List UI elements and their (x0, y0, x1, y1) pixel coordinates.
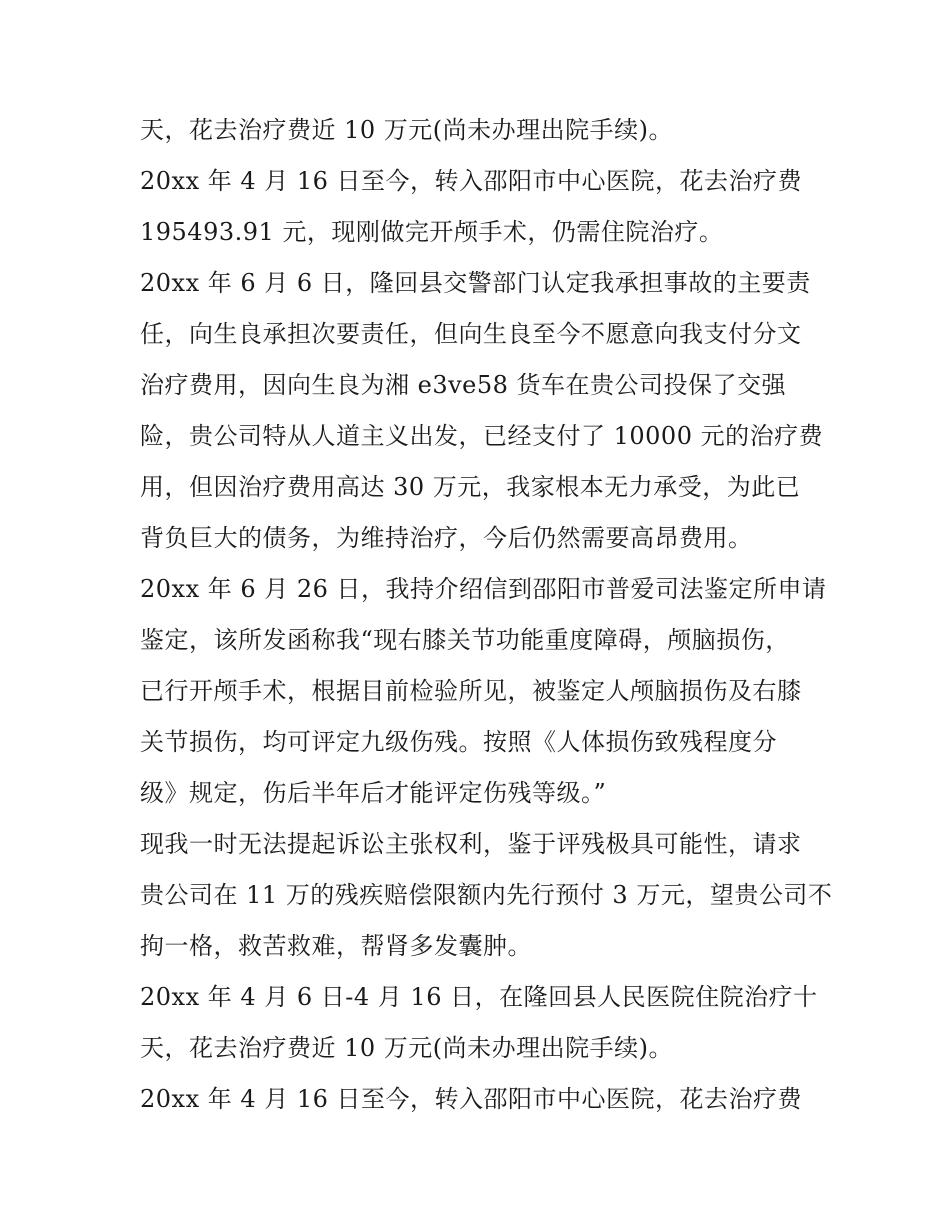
text-line: 20xx 年 4 月 16 日至今，转入邵阳市中心医院，花去治疗费 (140, 167, 803, 195)
text-line: 任，向生良承担次要责任，但向生良至今不愿意向我支付分文 (140, 320, 802, 348)
text-line: 20xx 年 6 月 6 日，隆回县交警部门认定我承担事故的主要责 (140, 269, 811, 297)
text-line: 贵公司在 11 万的残疾赔偿限额内先行预付 3 万元，望贵公司不 (140, 881, 833, 909)
text-line: 拘一格，救苦救难，帮肾多发囊肿。 (140, 932, 532, 960)
text-line: 背负巨大的债务，为维持治疗，今后仍然需要高昂费用。 (140, 524, 753, 552)
text-line: 天，花去治疗费近 10 万元(尚未办理出院手续)。 (140, 116, 674, 144)
text-line: 用，但因治疗费用高达 30 万元，我家根本无力承受，为此已 (140, 473, 801, 501)
text-line: 现我一时无法提起诉讼主张权利，鉴于评残极具可能性，请求 (140, 830, 802, 858)
text-line: 级》规定，伤后半年后才能评定伤残等级。” (140, 779, 607, 807)
text-line: 195493.91 元，现刚做完开颅手术，仍需住院治疗。 (140, 218, 724, 246)
text-line: 20xx 年 4 月 6 日-4 月 16 日，在隆回县人民医院住院治疗十 (140, 983, 818, 1011)
text-line: 险，贵公司特从人道主义出发，已经支付了 10000 元的治疗费 (140, 422, 824, 450)
text-line: 20xx 年 4 月 16 日至今，转入邵阳市中心医院，花去治疗费 (140, 1085, 803, 1113)
text-line: 天，花去治疗费近 10 万元(尚未办理出院手续)。 (140, 1034, 674, 1062)
text-line: 已行开颅手术，根据目前检验所见，被鉴定人颅脑损伤及右膝 (140, 677, 802, 705)
text-line: 治疗费用，因向生良为湘 e3ve58 货车在贵公司投保了交强 (140, 371, 787, 399)
text-line: 关节损伤，均可评定九级伤残。按照《人体损伤致残程度分 (140, 728, 777, 756)
text-line: 20xx 年 6 月 26 日，我持介绍信到邵阳市普爱司法鉴定所申请 (140, 575, 827, 603)
text-line: 鉴定，该所发函称我“现右膝关节功能重度障碍，颅脑损伤， (140, 626, 790, 654)
